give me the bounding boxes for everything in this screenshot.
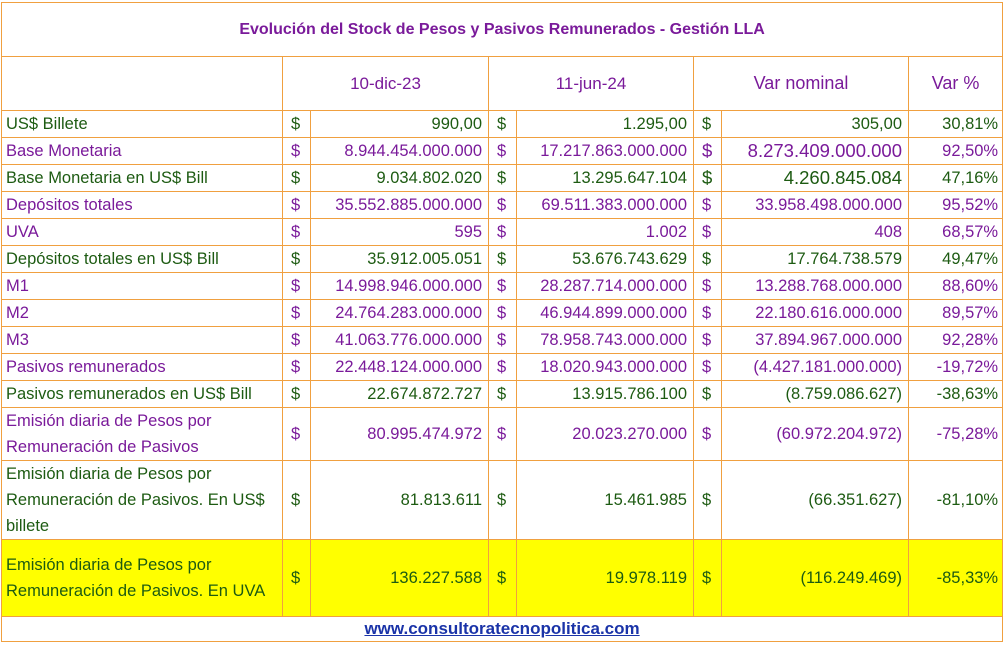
table-row <box>2 461 1003 540</box>
value-date1: 35.912.005.051 <box>311 246 489 273</box>
value-date2: 15.461.985 <box>517 461 694 540</box>
currency-symbol: $ <box>283 219 311 246</box>
currency-symbol: $ <box>489 300 517 327</box>
table-row <box>2 327 1003 354</box>
currency-symbol: $ <box>489 408 517 461</box>
currency-symbol: $ <box>489 165 517 192</box>
value-date1: 22.674.872.727 <box>311 381 489 408</box>
value-date1: 24.764.283.000.000 <box>311 300 489 327</box>
currency-symbol: $ <box>694 327 722 354</box>
value-date1: 990,00 <box>311 111 489 138</box>
value-var-pct: 92,28% <box>909 327 1003 354</box>
currency-symbol: $ <box>489 461 517 540</box>
value-date2: 53.676.743.629 <box>517 246 694 273</box>
row-label: Emisión diaria de Pesos por Remuneración de Pasivos <box>2 408 283 461</box>
value-date2: 13.295.647.104 <box>517 165 694 192</box>
value-date1: 22.448.124.000.000 <box>311 354 489 381</box>
currency-symbol: $ <box>694 165 722 192</box>
value-date2: 17.217.863.000.000 <box>517 138 694 165</box>
currency-symbol: $ <box>283 327 311 354</box>
table-row <box>2 354 1003 381</box>
value-var-nominal: 408 <box>722 219 909 246</box>
value-var-nominal: 33.958.498.000.000 <box>722 192 909 219</box>
value-date2: 1.295,00 <box>517 111 694 138</box>
currency-symbol: $ <box>694 111 722 138</box>
value-var-pct: 88,60% <box>909 273 1003 300</box>
currency-symbol: $ <box>694 273 722 300</box>
row-label: Emisión diaria de Pesos por Remuneración de Pasivos. En US$ billete <box>2 461 283 540</box>
value-var-nominal: 22.180.616.000.000 <box>722 300 909 327</box>
row-label: M2 <box>2 300 283 327</box>
table-row <box>2 408 1003 461</box>
currency-symbol: $ <box>694 192 722 219</box>
header-var-nominal: Var nominal <box>694 57 909 111</box>
table-row <box>2 273 1003 300</box>
row-label: M3 <box>2 327 283 354</box>
footer <box>2 617 1003 642</box>
header-label <box>2 57 283 111</box>
currency-symbol: $ <box>489 327 517 354</box>
currency-symbol: $ <box>694 219 722 246</box>
header-date2: 11-jun-24 <box>489 57 694 111</box>
currency-symbol: $ <box>283 461 311 540</box>
currency-symbol: $ <box>283 408 311 461</box>
header-var-pct: Var % <box>909 57 1003 111</box>
table-title: Evolución del Stock de Pesos y Pasivos Remunerados - Gestión LLA <box>2 3 1003 57</box>
value-var-pct: 68,57% <box>909 219 1003 246</box>
row-label: Base Monetaria en US$ Bill <box>2 165 283 192</box>
value-var-nominal: 37.894.967.000.000 <box>722 327 909 354</box>
row-label: Emisión diaria de Pesos por Remuneración de Pasivos. En UVA <box>2 540 283 617</box>
value-var-pct: 89,57% <box>909 300 1003 327</box>
value-var-nominal: 8.273.409.000.000 <box>722 138 909 165</box>
table-row <box>2 219 1003 246</box>
currency-symbol: $ <box>489 381 517 408</box>
value-date1: 35.552.885.000.000 <box>311 192 489 219</box>
value-var-nominal: 4.260.845.084 <box>722 165 909 192</box>
currency-symbol: $ <box>489 246 517 273</box>
row-label: Pasivos remunerados en US$ Bill <box>2 381 283 408</box>
currency-symbol: $ <box>489 219 517 246</box>
value-var-pct: 49,47% <box>909 246 1003 273</box>
value-date1: 80.995.474.972 <box>311 408 489 461</box>
value-date2: 78.958.743.000.000 <box>517 327 694 354</box>
currency-symbol: $ <box>694 540 722 617</box>
currency-symbol: $ <box>489 192 517 219</box>
value-var-pct: -75,28% <box>909 408 1003 461</box>
value-date1: 81.813.611 <box>311 461 489 540</box>
table-row <box>2 381 1003 408</box>
value-date1: 9.034.802.020 <box>311 165 489 192</box>
footer-link[interactable]: www.consultoratecnopolitica.com <box>364 619 640 638</box>
value-var-pct: -19,72% <box>909 354 1003 381</box>
table-row <box>2 111 1003 138</box>
row-label: Depósitos totales <box>2 192 283 219</box>
value-var-nominal: (66.351.627) <box>722 461 909 540</box>
value-date1: 41.063.776.000.000 <box>311 327 489 354</box>
currency-symbol: $ <box>283 354 311 381</box>
value-var-nominal: 17.764.738.579 <box>722 246 909 273</box>
value-var-pct: 30,81% <box>909 111 1003 138</box>
currency-symbol: $ <box>283 165 311 192</box>
value-date2: 46.944.899.000.000 <box>517 300 694 327</box>
currency-symbol: $ <box>694 138 722 165</box>
row-label: UVA <box>2 219 283 246</box>
currency-symbol: $ <box>694 461 722 540</box>
value-date1: 14.998.946.000.000 <box>311 273 489 300</box>
value-var-pct: -85,33% <box>909 540 1003 617</box>
currency-symbol: $ <box>283 381 311 408</box>
value-var-nominal: (60.972.204.972) <box>722 408 909 461</box>
currency-symbol: $ <box>489 273 517 300</box>
value-var-nominal: (4.427.181.000.000) <box>722 354 909 381</box>
value-date2: 28.287.714.000.000 <box>517 273 694 300</box>
value-date2: 18.020.943.000.000 <box>517 354 694 381</box>
row-label: Base Monetaria <box>2 138 283 165</box>
value-var-nominal: 13.288.768.000.000 <box>722 273 909 300</box>
table-row <box>2 165 1003 192</box>
value-var-nominal: (8.759.086.627) <box>722 381 909 408</box>
row-label: M1 <box>2 273 283 300</box>
header-date1: 10-dic-23 <box>283 57 489 111</box>
currency-symbol: $ <box>694 246 722 273</box>
currency-symbol: $ <box>694 300 722 327</box>
row-label: US$ Billete <box>2 111 283 138</box>
value-date2: 69.511.383.000.000 <box>517 192 694 219</box>
value-date1: 136.227.588 <box>311 540 489 617</box>
currency-symbol: $ <box>694 381 722 408</box>
table-row <box>2 300 1003 327</box>
value-date2: 20.023.270.000 <box>517 408 694 461</box>
value-date2: 13.915.786.100 <box>517 381 694 408</box>
currency-symbol: $ <box>694 354 722 381</box>
value-var-pct: -81,10% <box>909 461 1003 540</box>
value-var-pct: 47,16% <box>909 165 1003 192</box>
table-row <box>2 192 1003 219</box>
value-date2: 1.002 <box>517 219 694 246</box>
currency-symbol: $ <box>489 138 517 165</box>
value-date2: 19.978.119 <box>517 540 694 617</box>
value-date1: 8.944.454.000.000 <box>311 138 489 165</box>
currency-symbol: $ <box>283 273 311 300</box>
value-date1: 595 <box>311 219 489 246</box>
stock-table <box>1 2 1003 642</box>
table-row <box>2 246 1003 273</box>
currency-symbol: $ <box>694 408 722 461</box>
value-var-pct: -38,63% <box>909 381 1003 408</box>
row-label: Pasivos remunerados <box>2 354 283 381</box>
value-var-pct: 95,52% <box>909 192 1003 219</box>
currency-symbol: $ <box>283 111 311 138</box>
currency-symbol: $ <box>283 300 311 327</box>
table-row <box>2 138 1003 165</box>
currency-symbol: $ <box>283 192 311 219</box>
row-label: Depósitos totales en US$ Bill <box>2 246 283 273</box>
value-var-nominal: 305,00 <box>722 111 909 138</box>
value-var-nominal: (116.249.469) <box>722 540 909 617</box>
currency-symbol: $ <box>283 138 311 165</box>
table-row <box>2 540 1003 617</box>
value-var-pct: 92,50% <box>909 138 1003 165</box>
currency-symbol: $ <box>489 354 517 381</box>
currency-symbol: $ <box>283 246 311 273</box>
currency-symbol: $ <box>489 111 517 138</box>
currency-symbol: $ <box>283 540 311 617</box>
currency-symbol: $ <box>489 540 517 617</box>
